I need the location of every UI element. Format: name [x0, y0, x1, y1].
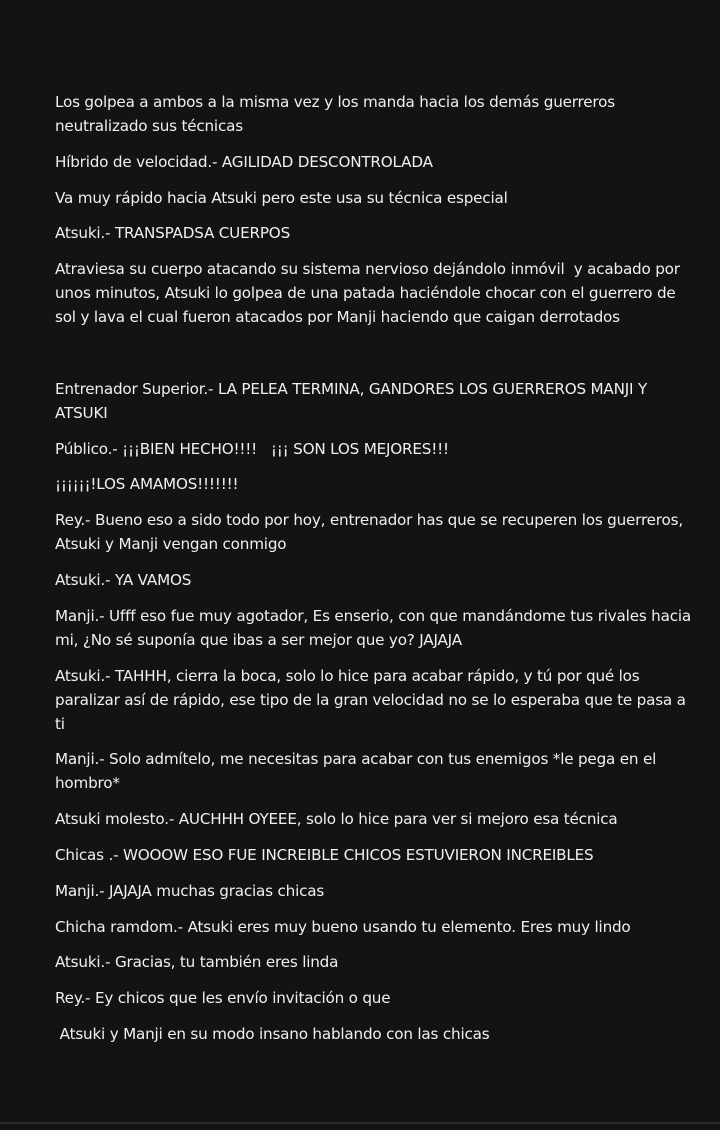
- paragraph: Manji.- Ufff eso fue muy agotador, Es enserio, con que mandándome tus rivales hacia mi, ¿No sé suponía que ibas a ser mejor que yo? JAJAJA: [55, 606, 696, 649]
- paragraph: Chicas .- WOOOW ESO FUE INCREIBLE CHICOS ESTUVIERON INCREIBLES: [55, 845, 594, 864]
- paragraph: Entrenador Superior.- LA PELEA TERMINA, GANDORES LOS GUERREROS MANJI Y ATSUKI: [55, 379, 652, 422]
- document-body: [55, 90, 696, 1058]
- paragraph: Rey.- Ey chicos que les envío invitación o que: [55, 989, 391, 1008]
- paragraph: ¡¡¡¡¡¡!LOS AMAMOS!!!!!!!: [55, 475, 239, 494]
- blank-paragraph: [55, 341, 691, 365]
- paragraph: Atsuki.- TRANSPADSA CUERPOS: [55, 224, 291, 243]
- paragraph: Los golpea a ambos a la misma vez y los manda hacia los demás guerreros neutralizado sus técnicas: [55, 93, 620, 135]
- paragraph: Chicha ramdom.- Atsuki eres muy bueno usando tu elemento. Eres muy lindo: [55, 917, 631, 936]
- paragraph: Público.- ¡¡¡BIEN HECHO!!!! ¡¡¡ SON LOS MEJORES!!!: [55, 439, 449, 458]
- paragraph: Atsuki.- YA VAMOS: [55, 570, 192, 589]
- paragraph: Va muy rápido hacia Atsuki pero este usa su técnica especial: [55, 188, 508, 207]
- paragraph: Manji.- JAJAJA muchas gracias chicas: [55, 881, 325, 900]
- bottom-divider: [0, 1122, 720, 1124]
- paragraph: Atsuki.- Gracias, tu también eres linda: [55, 953, 339, 972]
- paragraph: Atsuki molesto.- AUCHHH OYEEE, solo lo hice para ver si mejoro esa técnica: [55, 810, 618, 829]
- paragraph: Híbrido de velocidad.- AGILIDAD DESCONTROLADA: [55, 152, 433, 171]
- paragraph: Atsuki y Manji en su modo insano hablando con las chicas: [55, 1024, 490, 1043]
- paragraph: Manji.- Solo admítelo, me necesitas para acabar con tus enemigos *le pega en el hombro*: [55, 750, 661, 793]
- paragraph: Atraviesa su cuerpo atacando su sistema nervioso dejándolo inmóvil y acabado por unos minutos, Atsuki lo golpea de una patada haciéndole chocar con el guerrero de sol y lava el cual fueron atacados por Manji haciendo que caigan derrotados: [55, 260, 685, 327]
- paragraph: Atsuki.- TAHHH, cierra la boca, solo lo hice para acabar rápido, y tú por qué los paralizar así de rápido, ese tipo de la gran velocidad no se lo esperaba que te pasa a ti: [55, 666, 691, 733]
- paragraph: Rey.- Bueno eso a sido todo por hoy, entrenador has que se recuperen los guerreros, Atsuki y Manji vengan conmigo: [55, 511, 688, 554]
